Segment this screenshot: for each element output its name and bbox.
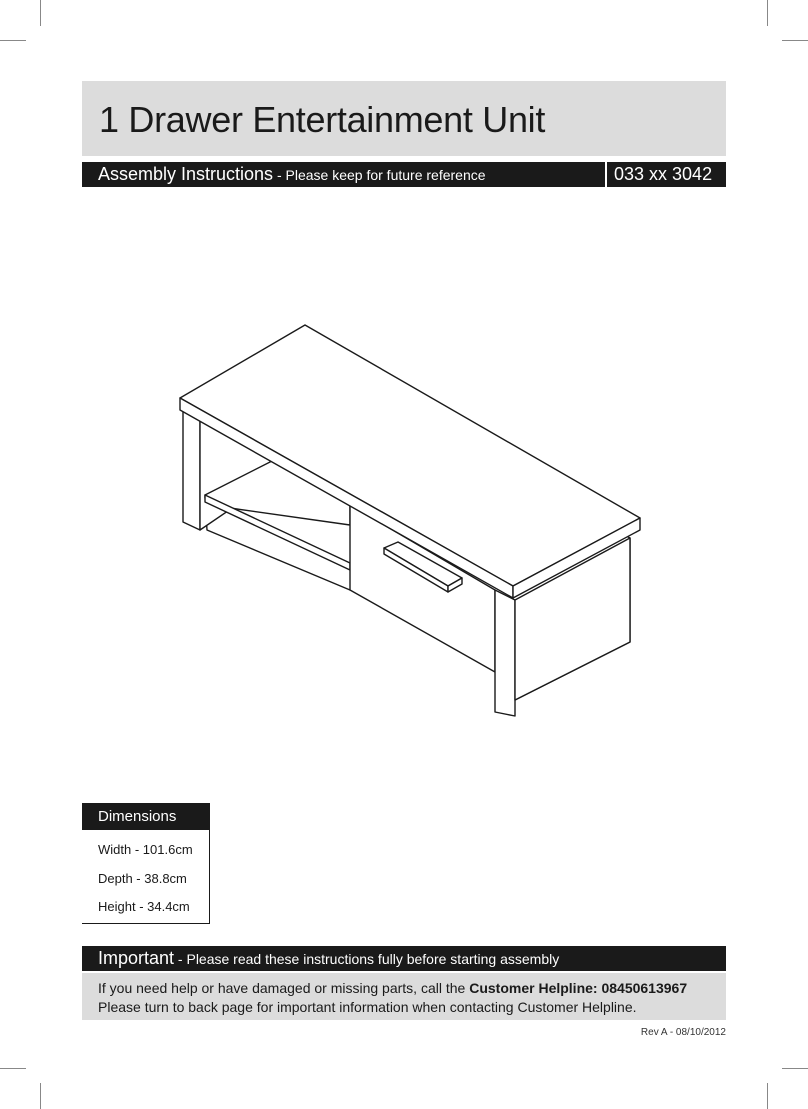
page-title: 1 Drawer Entertainment Unit [99,99,546,140]
product-code: 033 xx 3042 [607,162,726,187]
title-panel [82,81,726,156]
important-text: - Please read these instructions fully before starting assembly [174,951,560,967]
dimensions-box [82,803,210,924]
revision-label: Rev A - 08/10/2012 [640,1027,726,1038]
helpline-line-2: Please turn to back page for important information when contacting Customer Helpline. [98,999,637,1015]
subtitle-bar [82,162,605,187]
crop-mark [767,0,768,26]
product-illustration [170,315,650,725]
crop-mark [40,0,41,26]
important-label: Important [98,948,175,968]
crop-mark [0,1068,26,1069]
crop-mark [767,1083,768,1109]
important-notice [98,948,559,969]
crop-mark [0,40,26,41]
helpline-number: Customer Helpline: 08450613967 [469,980,688,996]
crop-mark [40,1083,41,1109]
dimension-depth: Depth - 38.8cm [98,871,187,886]
subtitle-rest: - Please keep for future reference [273,167,486,183]
dimension-width: Width - 101.6cm [98,842,193,857]
crop-mark [782,40,808,41]
crop-mark [782,1068,808,1069]
important-bar [82,946,726,971]
dimensions-heading: Dimensions [82,804,209,830]
subtitle [98,164,486,185]
subtitle-main: Assembly Instructions [98,164,274,184]
helpline-prefix: If you need help or have damaged or missing parts, call the [98,980,470,996]
dimension-height: Height - 34.4cm [98,899,190,914]
helpline-panel [82,973,726,1020]
helpline-line-1 [98,979,726,998]
